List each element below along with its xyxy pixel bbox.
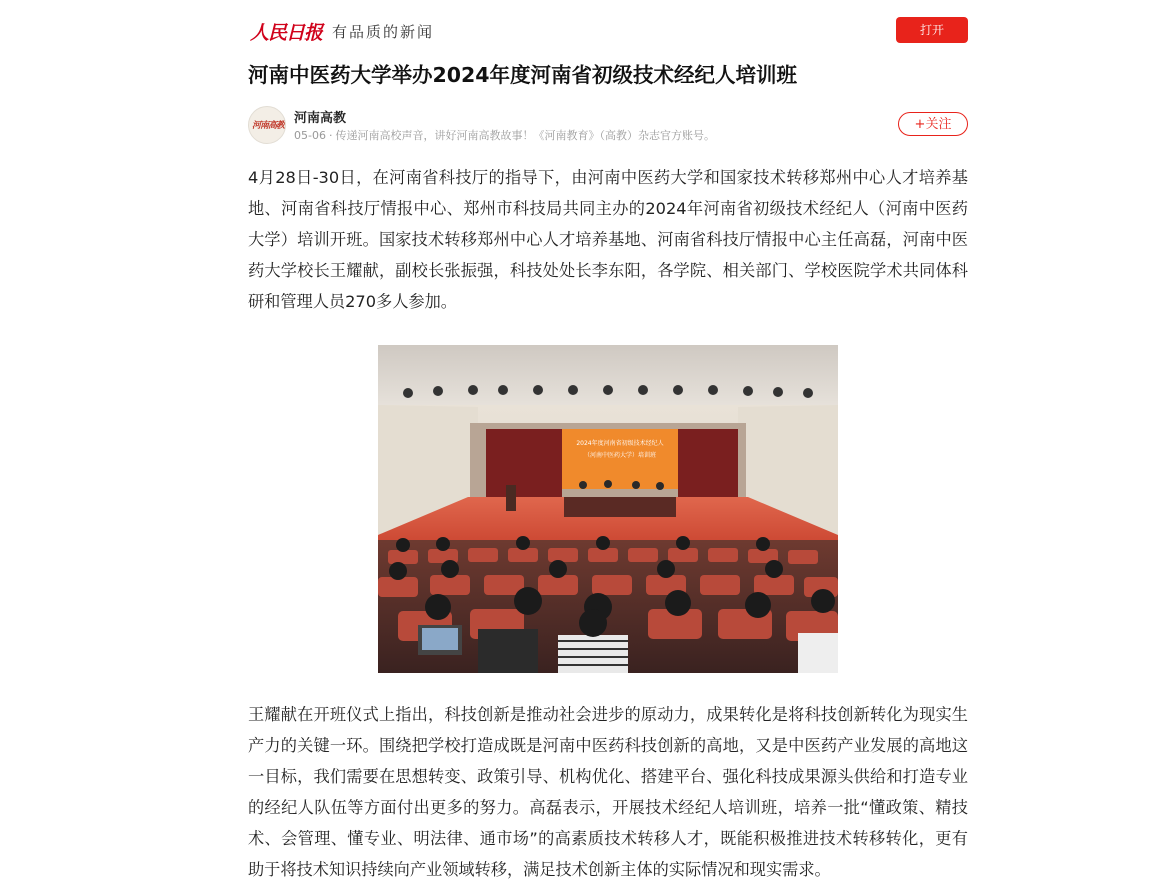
- author-meta: [294, 127, 715, 143]
- top-bar: [248, 0, 968, 44]
- author-avatar[interactable]: [248, 106, 286, 144]
- author-bar: [248, 106, 968, 158]
- plus-icon: +: [914, 117, 926, 132]
- brand-slogan: 有品质的新闻: [332, 23, 435, 41]
- meta-separator: ·: [328, 129, 333, 142]
- author-bio: 传递河南高校声音，讲好河南高教故事！《河南教育》（高教）杂志官方账号。: [335, 129, 715, 142]
- article-paragraph-1: 4月28日-30日，在河南省科技厅的指导下，由河南中医药大学和国家技术转移郑州中心人才培养基地、河南省科技厅情报中心、郑州市科技局共同主办的2024年河南省初级技术经纪人（河南中医药大学）培训开班。国家技术转移郑州中心人才培养基地、河南省科技厅情报中心主任高磊，河南中医药大学校长王耀献，副校长张振强，科技处处长李东阳，各学院、相关部门、学校医院学术共同体科研和管理人员270多人参加。: [248, 168, 968, 311]
- people-daily-logo[interactable]: 人民日报: [250, 22, 323, 44]
- follow-label: 关注: [925, 117, 952, 132]
- conference-hall-photo: [378, 345, 838, 673]
- article-photo[interactable]: [378, 345, 838, 673]
- follow-button[interactable]: [898, 112, 968, 136]
- banner-line-2: （河南中医药大学）培训班: [583, 452, 657, 459]
- author-avatar-text: 河南高教: [252, 121, 285, 131]
- article-title: 河南中医药大学举办2024年度河南省初级技术经纪人培训班: [248, 63, 798, 87]
- publish-date: 05-06: [294, 129, 326, 142]
- banner-line-1: 2024年度河南省初级技术经纪人: [576, 440, 664, 447]
- article-paragraph-2: 王耀献在开班仪式上指出，科技创新是推动社会进步的原动力，成果转化是将科技创新转化为现实生产力的关键一环。围绕把学校打造成既是河南中医药科技创新的高地，又是中医药产业发展的高地这一目标，我们需要在思想转变、政策引导、机构优化、搭建平台、强化科技成果源头供给和打造专业的经纪人队伍等方面付出更多的努力。高磊表示，开展技术经纪人培训班，培养一批“懂政策、精技术、会管理、懂专业、明法律、通市场”的高素质技术转移人才，既能积极推进技术转移转化，更有助于将技术知识持续向产业领域转移，满足技术创新主体的实际情况和现实需求。: [248, 705, 968, 879]
- author-name[interactable]: 河南高教: [294, 111, 347, 126]
- open-app-button[interactable]: 打开: [896, 17, 968, 43]
- article-page: [248, 0, 968, 885]
